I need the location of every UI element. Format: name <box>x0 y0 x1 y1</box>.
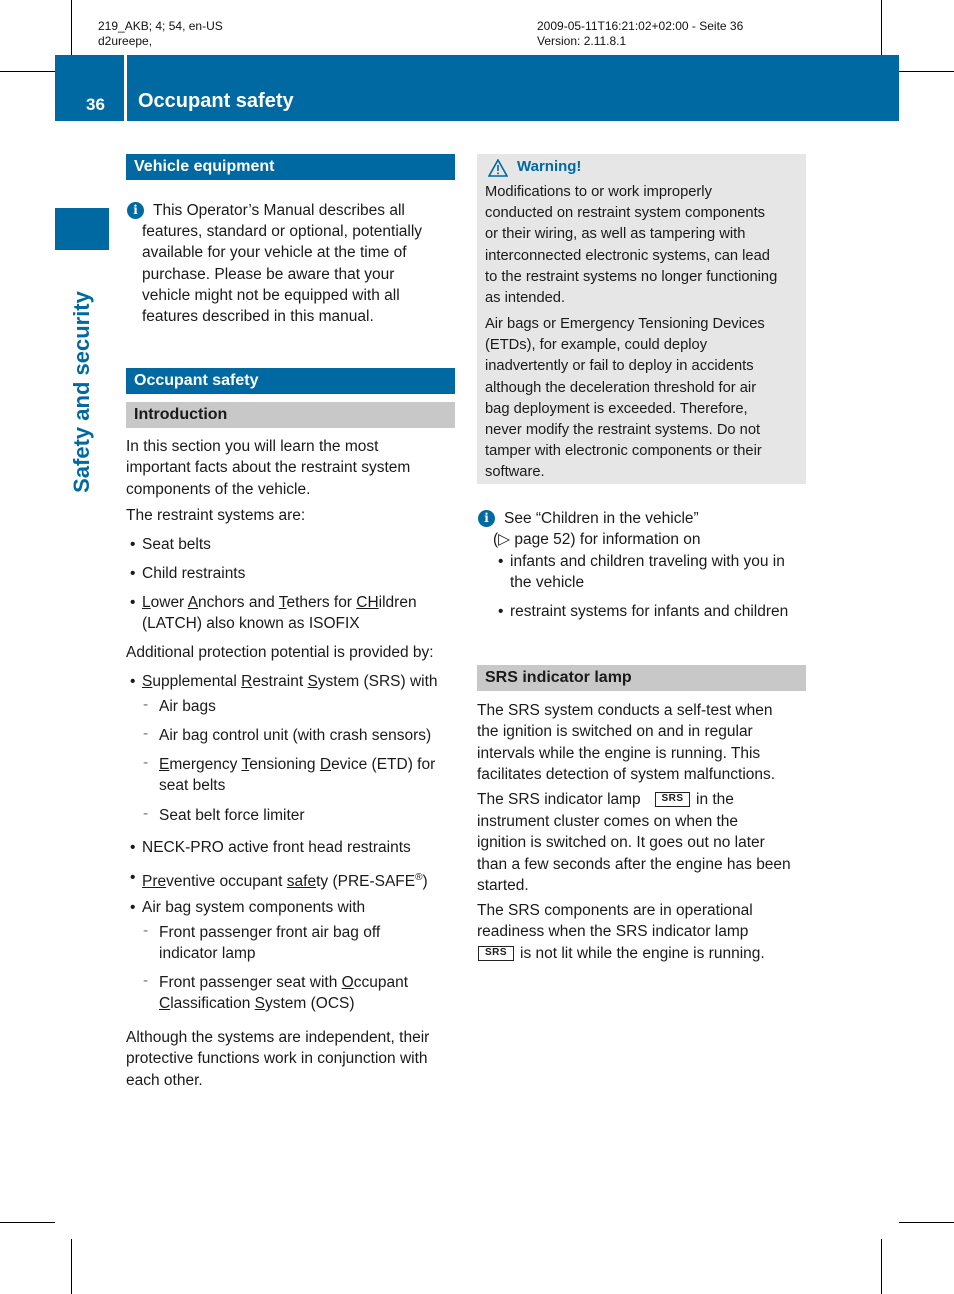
list-item-pre-safe: Preventive occupant safety (PRE-SAFE®) <box>142 872 428 891</box>
srs-paragraph-2-start: The SRS indicator lamp <box>477 791 641 808</box>
list-item-srs: Supplemental Restraint System (SRS) with <box>142 673 438 690</box>
bullet: • <box>130 869 136 886</box>
info-icon: i <box>127 202 144 219</box>
list-item-seat-belts: Seat belts <box>142 536 211 553</box>
section-heading-vehicle-equipment: Vehicle equipment <box>126 154 455 180</box>
intro-paragraph: In this section you will learn the most important facts about the restraint system components of the vehicle. <box>126 438 411 498</box>
crop-mark <box>71 1239 72 1294</box>
sub-item-front-passenger-airbag: Front passenger front air bag off indicator lamp <box>159 924 381 963</box>
dash: - <box>143 922 149 939</box>
list-item-airbag-components: Air bag system components with <box>142 899 366 916</box>
additional-intro: Additional protection potential is provided by: <box>126 644 434 661</box>
warning-triangle-icon <box>488 159 508 177</box>
crop-mark <box>881 1239 882 1294</box>
bullet: • <box>130 673 136 690</box>
warning-paragraph-2: Air bags or Emergency Tensioning Devices (ETDs), for example, could deploy inadvertently or fail to deploy in accidents although the deceleration threshold for air bag deployment is exceeded. Therefore, never modify the restraint systems. Do not tamper with electronic components or their software. <box>485 316 765 481</box>
bullet: • <box>498 553 504 570</box>
dash: - <box>143 805 149 822</box>
side-tab-marker <box>55 208 109 250</box>
subsection-heading-introduction: Introduction <box>126 402 455 428</box>
srs-lamp-icon: SRS <box>478 946 514 961</box>
warning-paragraph-1: Modifications to or work improperly conducted on restraint system components or their wiring, as well as tampering with interconnected electronic systems, can lead to the restraint systems no longer functioning as intended. <box>485 184 778 307</box>
side-tab-label: Safety and security <box>69 291 94 493</box>
page-title: Occupant safety <box>138 90 294 112</box>
list-item-child-restraints: Child restraints <box>142 565 246 582</box>
vehicle-equipment-note-cont: features, standard or optional, potentially available for your vehicle at the time of purchase. Please be aware that your vehicle might not be equipped with all features described in this manual. <box>142 223 423 326</box>
subsection-heading-srs-indicator-lamp: SRS indicator lamp <box>477 665 806 691</box>
bullet: • <box>130 594 136 611</box>
srs-paragraph-3-end: is not lit while the engine is running. <box>520 945 765 962</box>
children-note-item-1: infants and children traveling with you in the vehicle <box>510 553 785 592</box>
page-number: 36 <box>86 95 105 114</box>
sub-item-etd: Emergency Tensioning Device (ETD) for seat belts <box>159 756 436 795</box>
children-note-line1: See “Children in the vehicle” <box>504 510 699 527</box>
list-item-neck-pro: NECK-PRO active front head restraints <box>142 839 411 856</box>
sub-item-air-bags: Air bags <box>159 698 216 715</box>
info-icon: i <box>478 510 495 527</box>
crop-mark <box>0 1222 55 1223</box>
bullet: • <box>130 565 136 582</box>
section-heading-occupant-safety: Occupant safety <box>126 368 455 394</box>
crop-mark <box>899 1222 954 1223</box>
closing-paragraph: Although the systems are independent, their protective functions work in conjunction with each other. <box>126 1029 430 1089</box>
header-divider <box>124 55 127 121</box>
srs-lamp-icon: SRS <box>655 792 690 807</box>
srs-paragraph-2: instrument cluster comes on when the ignition is switched on. It goes out no later than a few seconds after the engine has been started. <box>477 813 791 894</box>
bullet: • <box>498 603 504 620</box>
crop-mark <box>881 0 882 55</box>
crop-mark <box>71 0 72 55</box>
children-note-item-2: restraint systems for infants and children <box>510 603 789 620</box>
srs-paragraph-3: The SRS components are in operational readiness when the SRS indicator lamp <box>477 902 753 941</box>
dash: - <box>143 754 149 771</box>
sub-item-force-limiter: Seat belt force limiter <box>159 807 305 824</box>
srs-paragraph-2-mid: in the <box>696 791 734 808</box>
crop-mark <box>0 71 55 72</box>
restraint-intro: The restraint systems are: <box>126 507 306 524</box>
warning-title: Warning! <box>517 158 582 175</box>
dash: - <box>143 696 149 713</box>
print-meta-right: 2009-05-11T16:21:02+02:00 - Seite 36 Version: 2.11.8.1 <box>537 19 744 48</box>
bullet: • <box>130 536 136 553</box>
srs-paragraph-1: The SRS system conducts a self-test when the ignition is switched on and in regular intervals while the engine is running. This facilitates detection of system malfunctions. <box>477 702 776 783</box>
vehicle-equipment-note: This Operator’s Manual describes all <box>153 202 405 219</box>
sub-item-control-unit: Air bag control unit (with crash sensors) <box>159 727 432 744</box>
dash: - <box>143 725 149 742</box>
bullet: • <box>130 839 136 856</box>
crop-mark <box>899 71 954 72</box>
print-meta-left: 219_AKB; 4; 54, en-US d2ureepe, <box>98 19 223 48</box>
dash: - <box>143 972 149 989</box>
sub-item-ocs: Front passenger seat with Occupant Classification System (OCS) <box>159 974 409 1013</box>
children-note-line2: (▷ page 52) for information on <box>493 531 701 548</box>
bullet: • <box>130 899 136 916</box>
list-item-latch: Lower Anchors and Tethers for CHildren (LATCH) also known as ISOFIX <box>142 594 417 633</box>
